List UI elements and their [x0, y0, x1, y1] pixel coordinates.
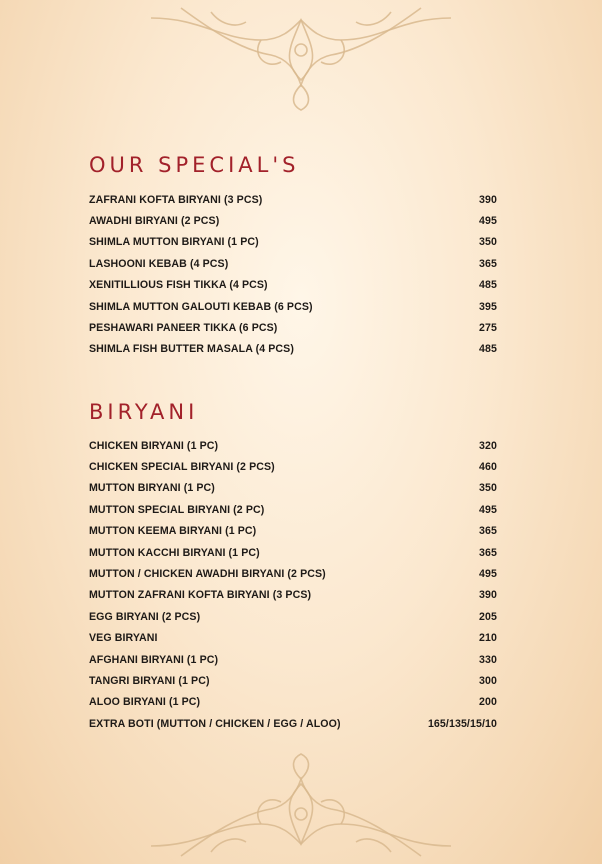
- menu-item: [89, 339, 497, 360]
- item-name: MUTTON / CHICKEN AWADHI BIRYANI (2 PCS): [89, 568, 326, 581]
- menu-item: [89, 232, 497, 253]
- item-price: 495: [479, 503, 497, 516]
- menu-item: [89, 478, 497, 499]
- item-price: 165/135/15/10: [427, 717, 497, 730]
- item-price: 350: [479, 236, 497, 249]
- item-name: ZAFRANI KOFTA BIRYANI (3 PCS): [89, 193, 263, 206]
- item-name: VEG BIRYANI: [89, 632, 158, 645]
- menu-item: [89, 296, 497, 317]
- item-name: MUTTON SPECIAL BIRYANI (2 PC): [89, 503, 265, 516]
- menu-item: [89, 189, 497, 210]
- menu-item: [89, 456, 497, 477]
- menu-item: [89, 563, 497, 584]
- item-price: 485: [479, 279, 497, 292]
- item-name: ALOO BIRYANI (1 PC): [89, 696, 201, 709]
- item-price: 205: [479, 610, 497, 623]
- item-price: 365: [479, 546, 497, 559]
- section-title-specials: OUR SPECIAL'S: [89, 153, 300, 177]
- item-price: 300: [479, 674, 497, 687]
- menu-item: [89, 499, 497, 520]
- item-name: AWADHI BIRYANI (2 PCS): [89, 215, 220, 228]
- item-price: 390: [479, 589, 497, 602]
- item-name: CHICKEN SPECIAL BIRYANI (2 PCS): [89, 461, 275, 474]
- biryani-menu-list: [89, 435, 497, 734]
- item-price: 390: [479, 193, 497, 206]
- item-price: 365: [479, 525, 497, 538]
- menu-item: [89, 585, 497, 606]
- menu-item: [89, 670, 497, 691]
- item-price: 495: [479, 568, 497, 581]
- item-name: PESHAWARI PANEER TIKKA (6 PCS): [89, 322, 278, 335]
- item-name: SHIMLA MUTTON GALOUTI KEBAB (6 PCS): [89, 300, 313, 313]
- menu-item: [89, 692, 497, 713]
- menu-item: [89, 713, 497, 734]
- specials-menu-list: [89, 189, 497, 360]
- menu-item: [89, 521, 497, 542]
- item-price: 210: [479, 632, 497, 645]
- item-price: 275: [479, 322, 497, 335]
- menu-item: [89, 253, 497, 274]
- item-price: 365: [479, 257, 497, 270]
- item-name: MUTTON BIRYANI (1 PC): [89, 482, 215, 495]
- menu-item: [89, 649, 497, 670]
- menu-item: [89, 317, 497, 338]
- item-price: 460: [479, 461, 497, 474]
- filigree-ornament-icon: [141, 744, 461, 864]
- item-price: 350: [479, 482, 497, 495]
- item-name: EGG BIRYANI (2 PCS): [89, 610, 201, 623]
- item-price: 395: [479, 300, 497, 313]
- menu-item: [89, 606, 497, 627]
- item-name: MUTTON KEEMA BIRYANI (1 PC): [89, 525, 257, 538]
- item-name: SHIMLA FISH BUTTER MASALA (4 PCS): [89, 343, 294, 356]
- section-title-biryani: BIRYANI: [89, 400, 199, 424]
- menu-item: [89, 435, 497, 456]
- item-name: AFGHANI BIRYANI (1 PC): [89, 653, 219, 666]
- item-name: TANGRI BIRYANI (1 PC): [89, 674, 210, 687]
- item-price: 485: [479, 343, 497, 356]
- item-name: EXTRA BOTI (MUTTON / CHICKEN / EGG / ALOO): [89, 717, 341, 730]
- filigree-ornament-icon: [141, 0, 461, 120]
- item-name: CHICKEN BIRYANI (1 PC): [89, 439, 219, 452]
- item-name: LASHOONI KEBAB (4 PCS): [89, 257, 229, 270]
- menu-item: [89, 210, 497, 231]
- item-name: MUTTON KACCHI BIRYANI (1 PC): [89, 546, 260, 559]
- item-name: SHIMLA MUTTON BIRYANI (1 PC): [89, 236, 259, 249]
- menu-item: [89, 542, 497, 563]
- menu-item: [89, 628, 497, 649]
- item-price: 200: [479, 696, 497, 709]
- item-name: XENITILLIOUS FISH TIKKA (4 PCS): [89, 279, 268, 292]
- menu-item: [89, 275, 497, 296]
- item-name: MUTTON ZAFRANI KOFTA BIRYANI (3 PCS): [89, 589, 312, 602]
- item-price: 330: [479, 653, 497, 666]
- item-price: 495: [479, 215, 497, 228]
- item-price: 320: [479, 439, 497, 452]
